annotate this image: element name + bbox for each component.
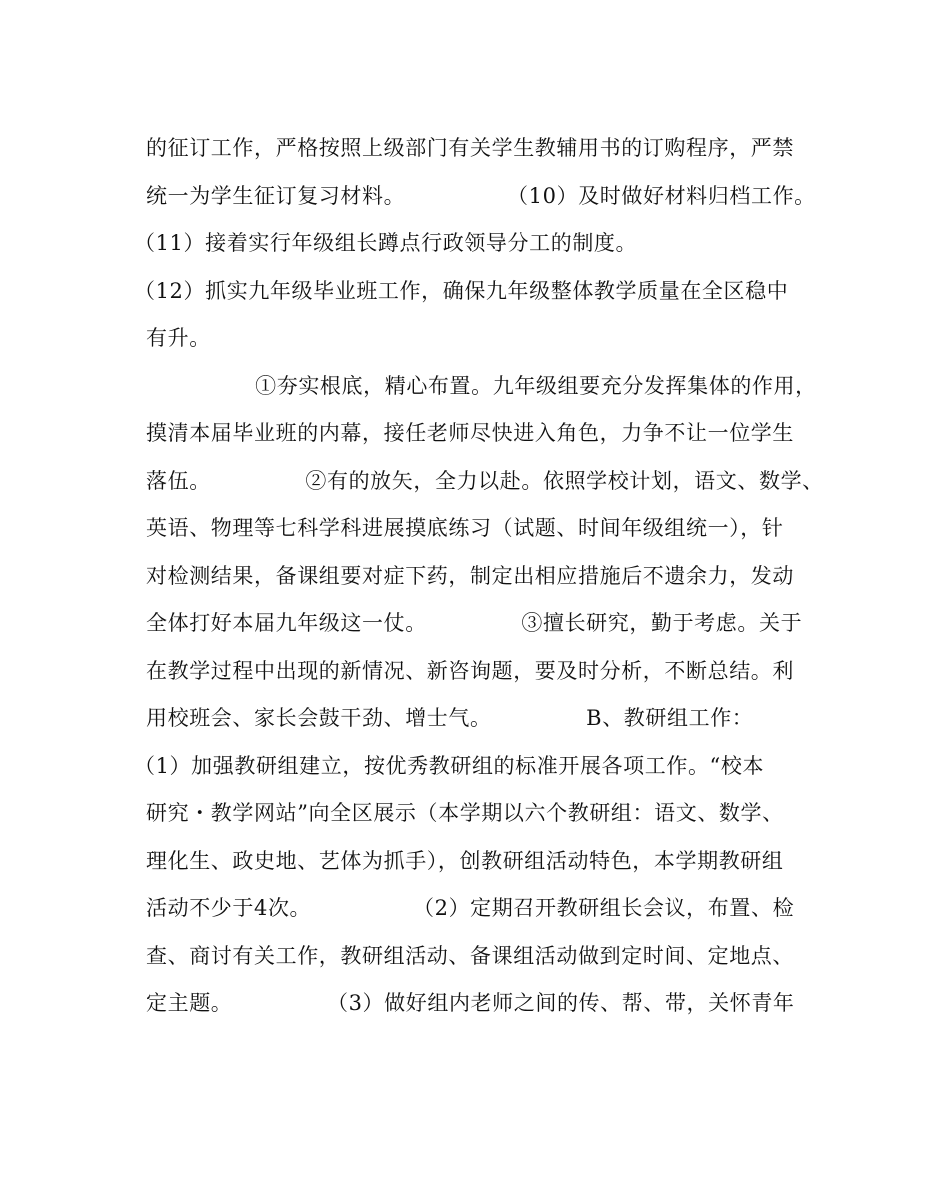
text-line: 落伍。 ②有的放矢，全力以赴。依照学校计划，语文、数学、 xyxy=(146,468,824,493)
text-line: ①夯实根底，精心布置。九年级组要充分发挥集体的作用， xyxy=(146,373,817,398)
text-line: 在教学过程中出现的新情况、新咨询题，要及时分析，不断总结。利 xyxy=(146,658,794,683)
text-line: （1）加强教研组建立，按优秀教研组的标准开展各项工作。“校本 xyxy=(134,753,765,778)
text-line: 理化生、政史地、艺体为抓手），创教研组活动特色，本学期教研组 xyxy=(146,848,784,873)
document-body xyxy=(134,125,826,1028)
text-line: 活动不少于4次。 （2）定期召开教研组长会议，布置、检 xyxy=(146,896,795,920)
text-line: 统一为学生征订复习材料。 （10）及时做好材料归档工作。 xyxy=(146,183,816,208)
text-line: （11）接着实行年级组长蹲点行政领导分工的制度。 xyxy=(134,231,638,255)
text-line: 用校班会、家长会鼓干劲、增士气。 B、教研组工作： xyxy=(146,706,754,730)
text-line: 研究・教学网站”向全区展示（本学期以六个教研组：语文、数学、 xyxy=(146,801,784,825)
text-line: （12）抓实九年级毕业班工作，确保九年级整体教学质量在全区稳中 xyxy=(134,278,789,303)
text-line: 的征订工作，严格按照上级部门有关学生教辅用书的订购程序，严禁 xyxy=(146,136,794,160)
text-line: 查、商讨有关工作，教研组活动、备课组活动做到定时间、定地点、 xyxy=(146,943,794,968)
text-line: 有升。 xyxy=(146,326,211,350)
text-line: 全体打好本届九年级这一仗。 ③擅长研究，勤于考虑。关于 xyxy=(146,611,803,635)
text-line: 摸清本届毕业班的内幕，接任老师尽快进入角色，力争不让一位学生 xyxy=(146,421,794,445)
text-line: 英语、物理等七科学科进展摸底练习（试题、时间年级组统一），针 xyxy=(146,516,784,540)
text-line: 对检测结果，备课组要对症下药，制定出相应措施后不遗余力，发动 xyxy=(146,563,794,588)
text-line: 定主题。 （3）做好组内老师之间的传、帮、带，关怀青年 xyxy=(146,991,795,1015)
